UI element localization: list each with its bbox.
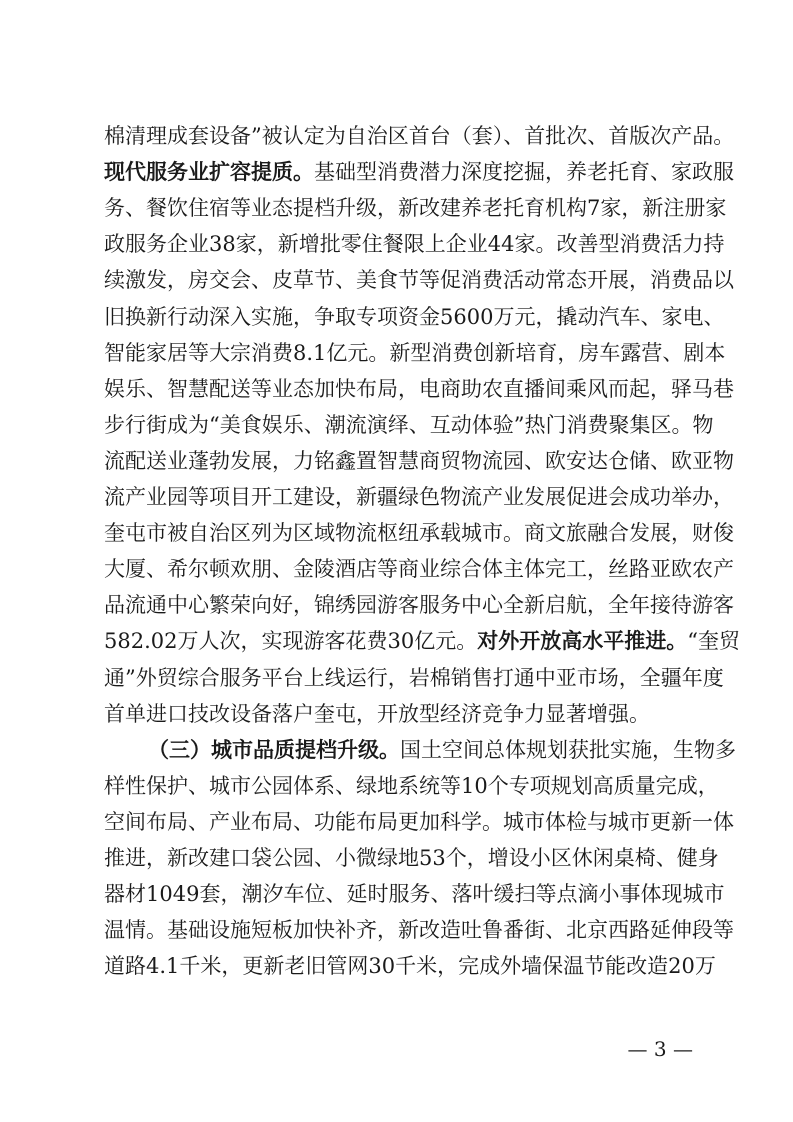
text-segment: 续激发，房交会、皮草节、美食节等促消费活动常态开展，消费品以: [104, 268, 734, 292]
text-line: [148, 732, 736, 768]
text-segment: 棉清理成套设备”被认定为自治区首台（套）、首批次、首版次产品。: [104, 124, 735, 148]
text-segment: 样性保护、城市公园体系、绿地系统等10个专项规划高质量完成，: [104, 774, 719, 798]
text-line: [104, 226, 725, 262]
text-line: [104, 299, 725, 335]
text-segment: 通”外贸综合服务平台上线运行，岩棉销售打通中亚市场，全疆年度: [104, 666, 724, 690]
text-segment: 奎屯市被自治区列为区域物流枢纽承载城市。商文旅融合发展，财俊: [104, 521, 734, 545]
text-line: [104, 190, 727, 226]
text-line: [104, 551, 734, 587]
text-line: [104, 948, 716, 984]
text-segment: 道路4.1千米，更新老旧管网30千米，完成外墙保温节能改造20万: [104, 954, 716, 978]
text-segment: 政服务企业38家，新增批零住餐限上企业44家。改善型消费活力持: [104, 232, 725, 256]
text-line: [104, 768, 719, 804]
text-segment: 旧换新行动深入实施，争取专项资金5600万元，撬动汽车、家电、: [104, 305, 725, 329]
text-segment: 娱乐、智慧配送等业态加快布局，电商助农直播间乘风而起，驿马巷: [104, 377, 734, 401]
text-line: [104, 804, 734, 840]
text-segment: 务、餐饮住宿等业态提档升级，新改建养老托育机构7家，新注册家: [104, 196, 727, 220]
text-line: [104, 912, 734, 948]
text-line: [104, 371, 734, 407]
bold-heading-text: （三）城市品质提档升级。: [148, 737, 400, 762]
text-line: [104, 623, 740, 659]
text-line: [104, 118, 735, 154]
text-segment: 流配送业蓬勃发展，力铭鑫置智慧商贸物流园、欧安达仓储、欧亚物: [104, 449, 734, 473]
text-segment: 582.02万人次，实现游客花费30亿元。: [104, 629, 478, 653]
text-line: [104, 154, 734, 190]
text-segment: 流产业园等项目开工建设，新疆绿色物流产业发展促进会成功举办，: [104, 485, 734, 509]
text-segment: 基础型消费潜力深度挖掘，养老托育、家政服: [314, 160, 734, 184]
text-line: [104, 262, 734, 298]
text-segment: 步行街成为“美食娱乐、潮流演绎、互动体验”热门消费聚集区。物: [104, 413, 714, 437]
text-line: [104, 876, 725, 912]
page-number: — 3 —: [627, 1037, 693, 1061]
bold-heading-text: 对外开放高水平推进。: [477, 628, 688, 653]
text-line: [104, 660, 724, 696]
text-segment: 品流通中心繁荣向好，锦绣园游客服务中心全新启航，全年接待游客: [104, 593, 734, 617]
text-line: [104, 479, 734, 515]
bold-heading-text: 现代服务业扩容提质。: [104, 159, 314, 184]
text-segment: 器材1049套，潮汐车位、延时服务、落叶缓扫等点滴小事体现城市: [104, 882, 725, 906]
text-segment: 国土空间总体规划获批实施，生物多: [400, 738, 736, 762]
text-line: [104, 696, 694, 732]
text-line: [104, 515, 734, 551]
text-segment: 空间布局、产业布局、功能布局更加科学。城市体检与城市更新一体: [104, 810, 734, 834]
text-line: [104, 335, 726, 371]
text-segment: “奎贸: [687, 629, 740, 653]
text-line: [104, 443, 734, 479]
text-line: [104, 587, 734, 623]
text-segment: 首单进口技改设备落户奎屯，开放型经济竞争力显著增强。: [104, 702, 650, 726]
text-segment: 智能家居等大宗消费8.1亿元。新型消费创新培育，房车露营、剧本: [104, 341, 726, 365]
text-line: [104, 840, 719, 876]
text-segment: 推进，新改建口袋公园、小微绿地53个，增设小区休闲桌椅、健身: [104, 846, 719, 870]
text-segment: 温情。基础设施短板加快补齐，新改造吐鲁番街、北京西路延伸段等: [104, 918, 734, 942]
text-line: [104, 407, 714, 443]
text-segment: 大厦、希尔顿欢朋、金陵酒店等商业综合体主体完工，丝路亚欧农产: [104, 557, 734, 581]
